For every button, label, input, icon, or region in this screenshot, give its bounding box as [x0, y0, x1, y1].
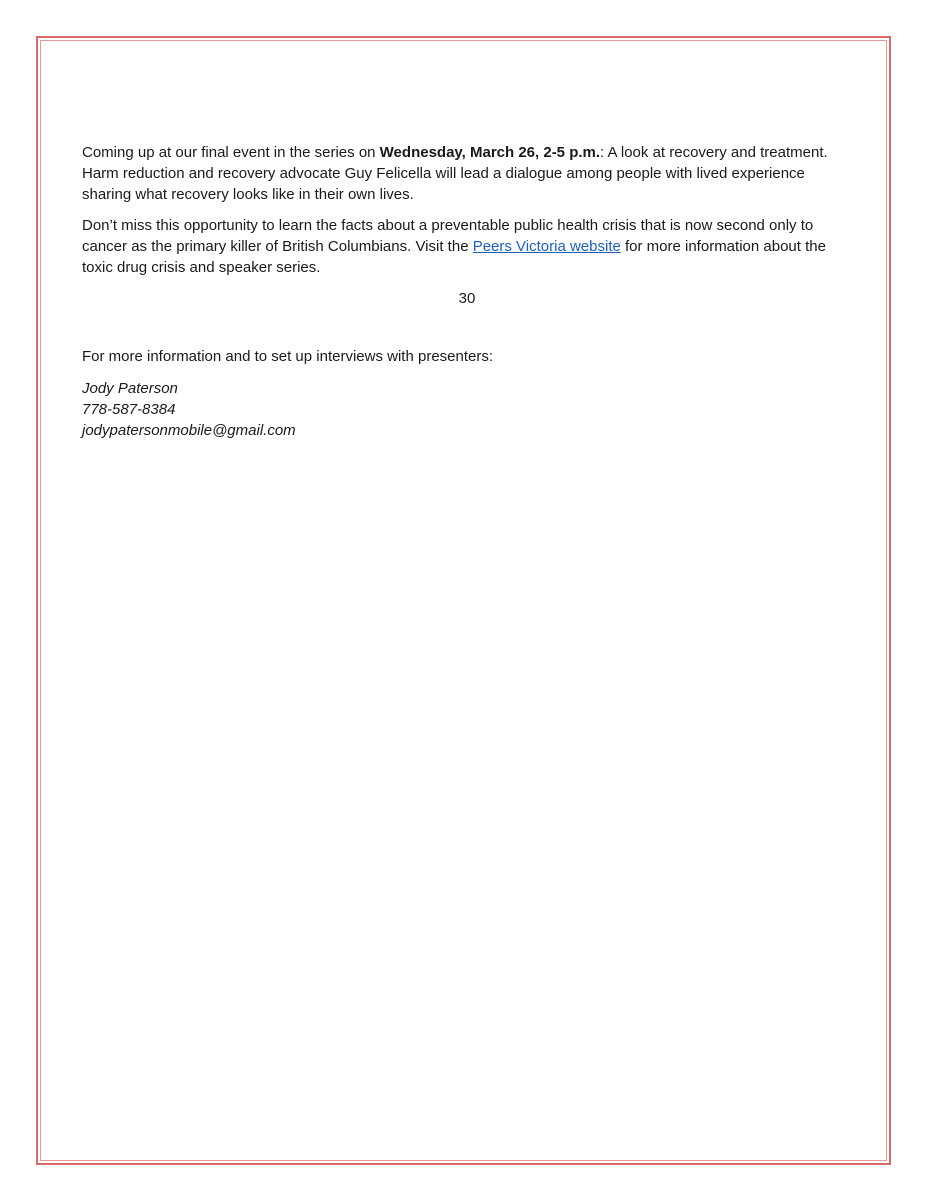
event-date: Wednesday, March 26, 2-5 p.m.	[379, 144, 601, 161]
contact-email: jodypatersonmobile@gmail.com	[82, 422, 296, 439]
crisis-paragraph-rest: for more information about the toxic drug crisis and speaker series.	[82, 238, 826, 276]
contact-phone: 778-587-8384	[82, 401, 176, 418]
crisis-paragraph-lead: Don’t miss this opportunity to learn the facts about a preventable public health crisis that is now second only to cancer as the primary killer of British Columbians. Visit the	[82, 217, 814, 255]
contact-name: Jody Paterson	[82, 380, 178, 397]
contact-intro: For more information and to set up interviews with presenters:	[82, 348, 494, 365]
crisis-paragraph	[82, 215, 852, 278]
document-body	[82, 142, 852, 441]
peers-victoria-link[interactable]: Peers Victoria website	[472, 238, 621, 255]
event-paragraph	[82, 142, 852, 205]
end-mark: 30	[458, 290, 476, 307]
event-paragraph-lead: Coming up at our final event in the series on	[82, 144, 380, 161]
event-paragraph-rest: : A look at recovery and treatment. Harm reduction and recovery advocate Guy Felicella will lead a dialogue among people with lived experience sharing what recovery looks like in their own lives.	[82, 144, 828, 203]
